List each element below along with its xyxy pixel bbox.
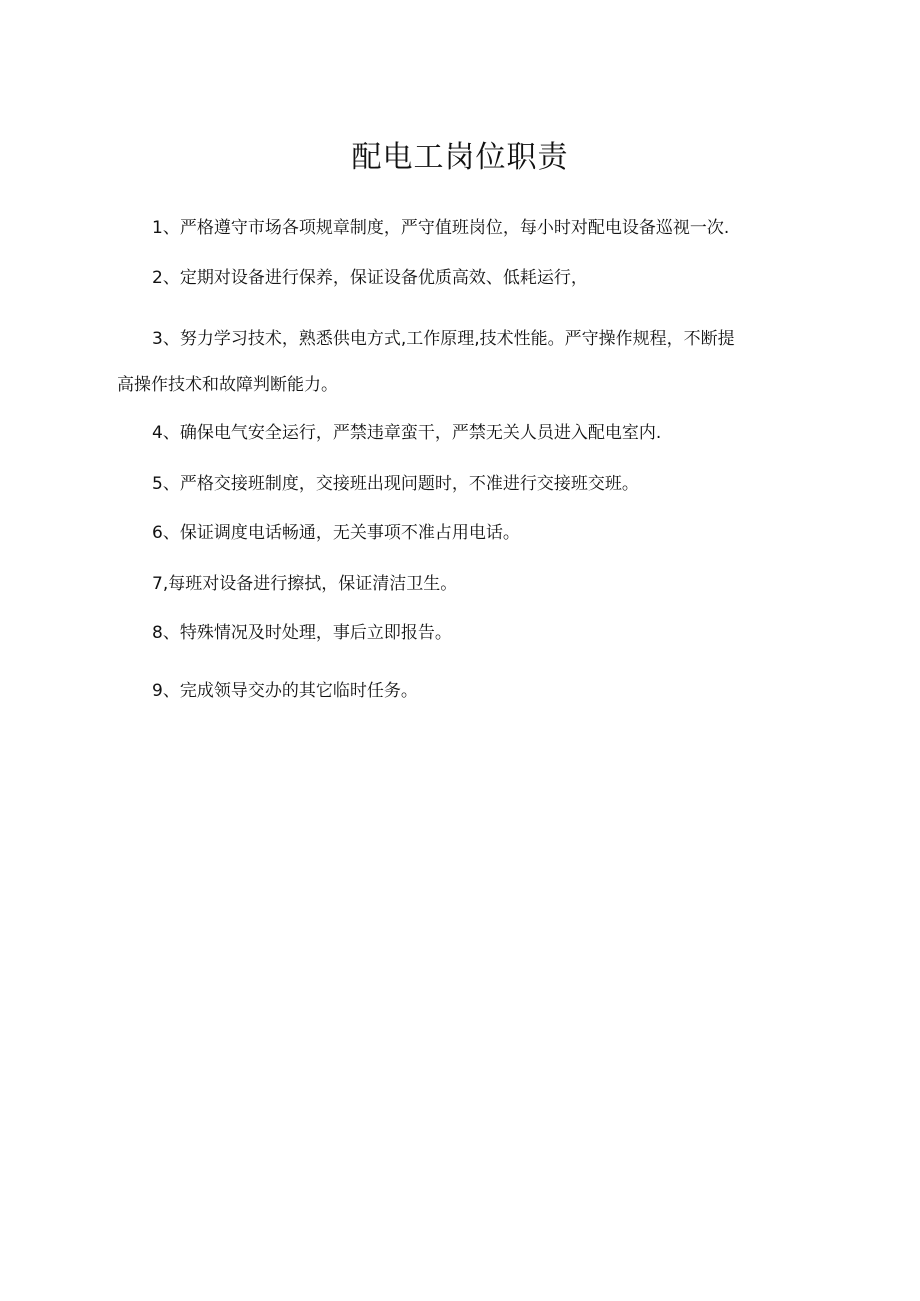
duty-item-9: 9、完成领导交办的其它临时任务。 (152, 681, 418, 701)
duty-item-3-continued: 高操作技术和故障判断能力。 (117, 375, 338, 395)
page-title: 配电工岗位职责 (351, 140, 569, 175)
duty-item-8: 8、特殊情况及时处理，事后立即报告。 (152, 623, 452, 643)
duty-item-7: 7,每班对设备进行擦拭，保证清洁卫生。 (152, 574, 458, 594)
duty-item-5: 5、严格交接班制度，交接班出现问题时，不准进行交接班交班。 (152, 474, 639, 494)
duty-item-3: 3、努力学习技术，熟悉供电方式,工作原理,技术性能。严守操作规程，不断提 (152, 329, 735, 349)
duty-item-4: 4、确保电气安全运行，严禁违章蛮干，严禁无关人员进入配电室内. (152, 423, 662, 443)
duty-item-6: 6、保证调度电话畅通，无关事项不准占用电话。 (152, 523, 520, 543)
duty-item-1: 1、严格遵守市场各项规章制度，严守值班岗位，每小时对配电设备巡视一次. (152, 218, 730, 238)
duty-item-2: 2、定期对设备进行保养，保证设备优质高效、低耗运行， (152, 268, 588, 288)
